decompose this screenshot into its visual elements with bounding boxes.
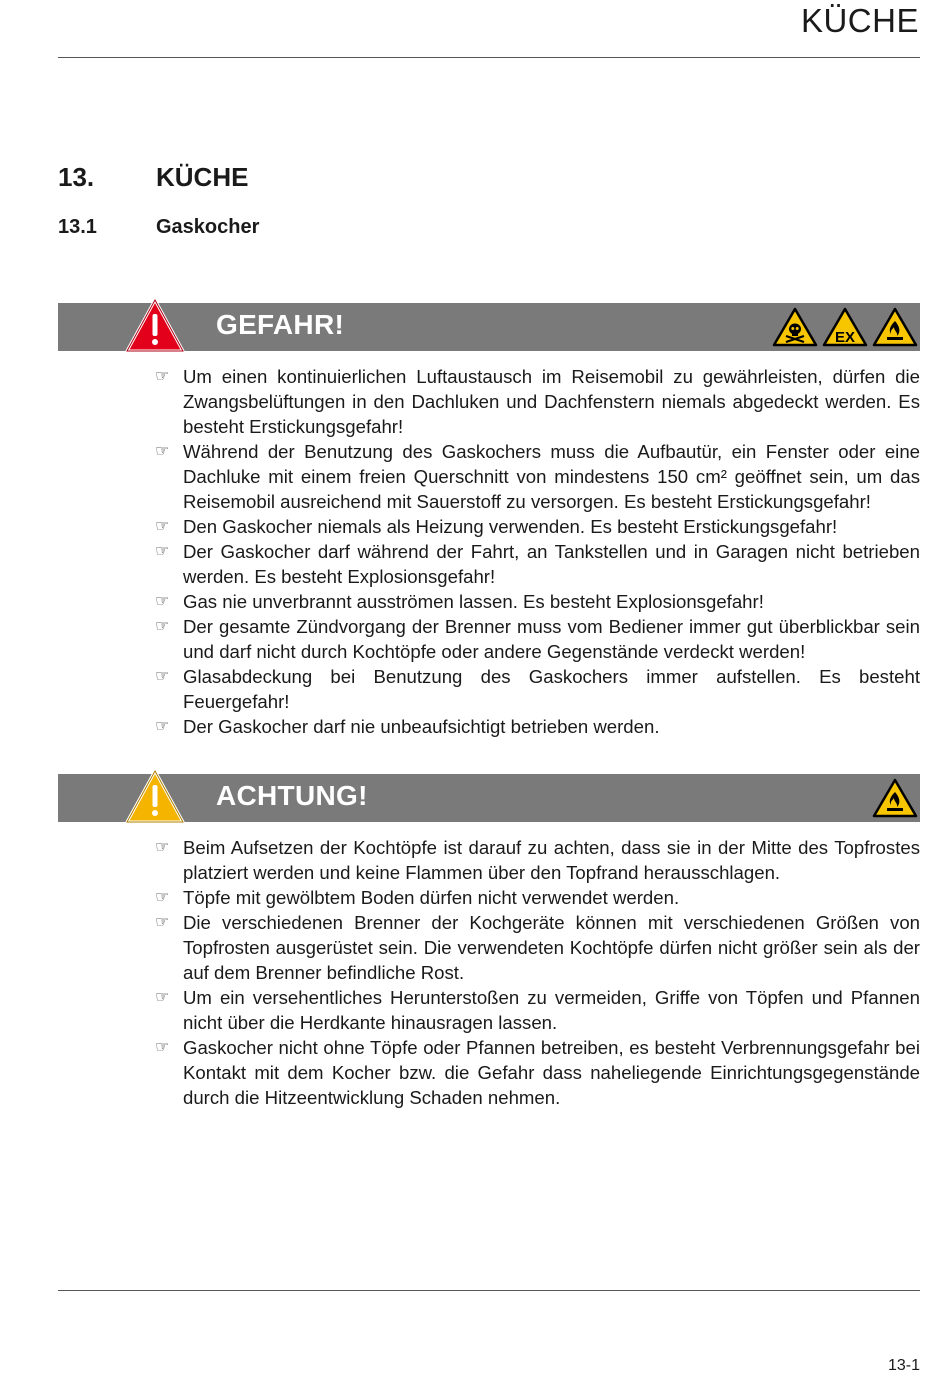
list-item: ☞ Töpfe mit gewölbtem Boden dürfen nicht verwendet werden. xyxy=(155,887,680,908)
list-item: ☞ Glasabdeckung bei Benutzung des Gaskochers immer aufstellen. Es besteht Feuergefahr! xyxy=(155,666,920,712)
pointing-hand-icon: ☞ xyxy=(155,668,170,685)
danger-banner xyxy=(58,303,920,351)
list-item: ☞ Der Gaskocher darf nie unbeaufsichtigt betrieben werden. xyxy=(155,716,660,737)
section-title: Gaskocher xyxy=(156,216,260,238)
pointing-hand-icon: ☞ xyxy=(155,839,170,856)
pointing-hand-icon: ☞ xyxy=(155,989,170,1006)
caution-banner xyxy=(58,774,920,822)
list-item: ☞ Die verschiedenen Brenner der Kochgeräte können mit verschiedenen Größen von Topfrosten ausgerüstet sein. Die verwendeten Kochtöpfe dürfen nicht größer sein als der auf dem Brenner befindliche Rost. xyxy=(155,912,920,983)
pointing-hand-icon: ☞ xyxy=(155,593,170,610)
list-item: ☞ Während der Benutzung des Gaskochers muss die Aufbautür, ein Fenster oder eine Dachluke mit einem freien Querschnitt von mindestens 150 cm² geöffnet sein, um das Reisemobil ausreichend mit Sauerstoff zu versorgen. Es besteht Erstickungsgefahr! xyxy=(155,441,920,512)
explosive-atmosphere-icon xyxy=(822,307,868,347)
danger-label: GEFAHR! xyxy=(216,309,345,340)
caution-triangle-icon xyxy=(124,768,186,826)
footer-divider xyxy=(58,1290,920,1291)
header-divider xyxy=(58,57,920,58)
list-item: ☞ Gaskocher nicht ohne Töpfe oder Pfannen betreiben, es besteht Verbrennungsgefahr bei Kontakt mit dem Kocher bzw. die Gefahr dass naheliegende Einrichtungsgegenstände durch die Hitzeentwicklung Schaden nehmen. xyxy=(155,1037,920,1108)
flammable-warning-icon xyxy=(872,307,918,347)
danger-list xyxy=(155,364,920,739)
pointing-hand-icon: ☞ xyxy=(155,718,170,735)
caution-icons xyxy=(872,778,918,818)
svg-text:EX: EX xyxy=(834,329,856,346)
pointing-hand-icon: ☞ xyxy=(155,618,170,635)
pointing-hand-icon: ☞ xyxy=(155,443,170,460)
list-item: ☞ Um einen kontinuierlichen Luftaustausch im Reisemobil zu gewährleisten, dürfen die Zwangsbelüftungen in den Dachluken und Dachfenstern niemals abgedeckt werden. Es besteht Erstickungsgefahr! xyxy=(155,366,920,437)
pointing-hand-icon: ☞ xyxy=(155,1039,170,1056)
caution-list xyxy=(155,835,920,1110)
caution-label: ACHTUNG! xyxy=(216,780,368,811)
list-item: ☞ Der Gaskocher darf während der Fahrt, an Tankstellen und in Garagen nicht betrieben werden. Es besteht Explosionsgefahr! xyxy=(155,541,920,587)
toxic-warning-icon xyxy=(772,307,818,347)
chapter-number: 13. xyxy=(58,162,95,192)
list-item: ☞ Der gesamte Zündvorgang der Brenner muss vom Bediener immer gut überblickbar sein und darf nicht durch Kochtöpfe oder andere Gegenstände verdeckt werden! xyxy=(155,616,920,662)
section-number: 13.1 xyxy=(58,216,97,238)
list-item: ☞ Den Gaskocher niemals als Heizung verwenden. Es besteht Erstickungsgefahr! xyxy=(155,516,838,537)
list-item: ☞ Beim Aufsetzen der Kochtöpfe ist darauf zu achten, dass sie in der Mitte des Topfrostes platziert werden und keine Flammen über den Topfrand herausschlagen. xyxy=(155,837,920,883)
chapter-title: KÜCHE xyxy=(156,162,249,192)
pointing-hand-icon: ☞ xyxy=(155,889,170,906)
page-number: 13-1 xyxy=(887,1357,920,1374)
list-item: ☞ Gas nie unverbrannt ausströmen lassen. Es besteht Explosionsgefahr! xyxy=(155,591,764,612)
pointing-hand-icon: ☞ xyxy=(155,914,170,931)
list-item: ☞ Um ein versehentliches Herunterstoßen zu vermeiden, Griffe von Töpfen und Pfannen nicht über die Herdkante hinausragen lassen. xyxy=(155,987,920,1033)
danger-triangle-icon xyxy=(124,297,186,355)
pointing-hand-icon: ☞ xyxy=(155,543,170,560)
flammable-warning-icon xyxy=(872,778,918,818)
hazard-icons xyxy=(772,307,918,347)
page-header-title: KÜCHE xyxy=(800,2,919,39)
pointing-hand-icon: ☞ xyxy=(155,518,170,535)
pointing-hand-icon: ☞ xyxy=(155,368,170,385)
